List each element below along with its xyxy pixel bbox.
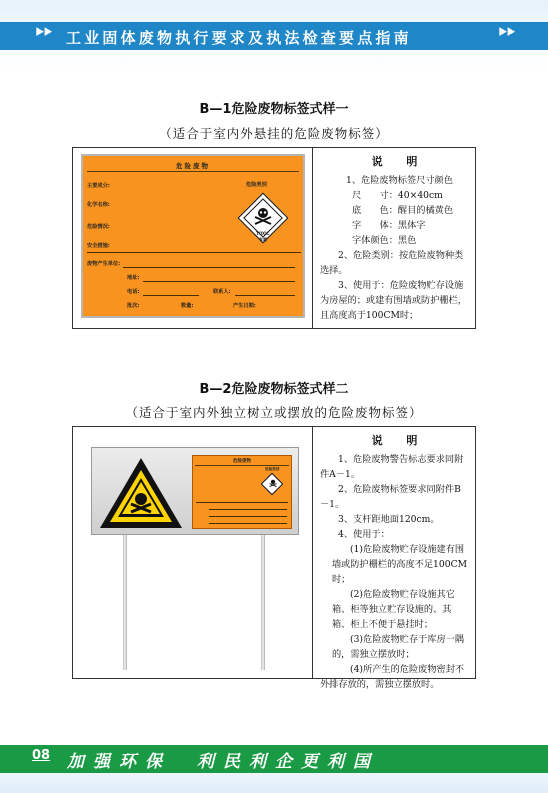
skull-crossbones-icon <box>250 204 276 232</box>
section2-desc-line-3: 3、支杆距地面120cm。 <box>338 514 440 525</box>
section1-desc-line-4: 字 体：黑体字 <box>352 220 426 231</box>
sign-category-text: 危险类别 <box>265 467 280 471</box>
label-field-hazard: 危险情况: <box>87 224 110 230</box>
section2-desc-line-6: (2)危险废物贮存设施其它箱、柜等独立贮存设施的、其箱、柜上不便于悬挂时； <box>332 589 455 630</box>
section1-desc-line-2: 尺 寸：40×40cm <box>352 190 443 201</box>
toxic-symbol-subtext: 有毒 <box>259 237 267 242</box>
footer-bar <box>0 745 548 773</box>
double-arrow-right-icon: ⯈⯈ <box>497 25 514 41</box>
label-field-date: 产生日期: <box>233 303 256 309</box>
label-field-quantity: 数量: <box>181 303 194 309</box>
label-field-chemical-name: 化学名称: <box>87 202 110 208</box>
sign-skull-icon <box>267 478 279 490</box>
footer-slogan: 加强环保 利民利企更利国 <box>67 752 379 772</box>
section2-desc-line-5: (1)危险废物贮存设施建有围墙或防护栅栏的高度不足100CM时； <box>332 544 468 585</box>
section2-desc-line-7: (3)危险废物贮存于库房一隅的，需独立摆放时； <box>332 634 465 660</box>
sign-post-left <box>123 535 127 670</box>
page-number: 08 <box>32 748 51 763</box>
label-line-contact <box>235 295 295 296</box>
hazardous-waste-sign-sample-2 <box>91 447 299 535</box>
label-field-phone: 电话: <box>127 289 140 295</box>
section2-desc-line-2: 2、危险废物标签要求同附件B－1。 <box>320 484 461 510</box>
section1-desc-line-1: 1、危险废物标签尺寸颜色 <box>346 175 453 186</box>
section1-title: B—1危险废物标签式样一 <box>199 102 349 117</box>
sign-label-line-3 <box>209 523 287 524</box>
section1-desc-line-5: 字体颜色：黑色 <box>352 235 417 246</box>
section1-image-cell <box>73 148 313 328</box>
sign-waste-label <box>192 455 292 529</box>
label-divider <box>87 252 301 253</box>
section2-subtitle: （适合于室内外独立树立或摆放的危险废物标签） <box>125 405 423 420</box>
section2-desc-title: 说 明 <box>371 434 428 447</box>
label-field-address: 地址: <box>127 275 140 281</box>
header-bar <box>0 22 548 50</box>
section1-desc-title: 说 明 <box>371 155 428 168</box>
section2-description <box>314 427 475 690</box>
sign-label-header: 危险废物 <box>195 458 289 466</box>
warning-triangle-icon <box>98 456 184 530</box>
section1-subtitle: （适合于室内外悬挂的危险废物标签） <box>159 126 389 141</box>
sign-label-line-2 <box>209 516 287 517</box>
section1-desc-line-6: 2、危险类别：按危险废物种类选择。 <box>320 250 464 276</box>
label-field-contact: 联系人: <box>213 289 231 295</box>
label-field-batch: 批次: <box>127 303 140 309</box>
sign-label-line-1 <box>209 509 287 510</box>
label-field-producer: 废物产生单位: <box>87 261 121 267</box>
label-line-address <box>143 281 295 282</box>
section2-desc-line-8: (4)所产生的危险废物密封不外排存放的，需独立摆放时。 <box>320 664 465 690</box>
label-field-main-components: 主要成分: <box>87 183 110 189</box>
toxic-symbol-text: TOXIC <box>256 231 270 236</box>
section1-desc-line-3: 底 色：醒目的橘黄色 <box>352 205 454 216</box>
label-field-safety: 安全措施: <box>87 243 110 249</box>
section1-desc-line-7: 3、使用于：危险废物贮存设施为房屋的；或建有围墙或防护栅栏，且高度高于100CM时； <box>320 280 467 321</box>
section2-table <box>72 426 476 690</box>
section2-desc-line-4: 4、使用于： <box>338 529 390 540</box>
label-category-text: 危险类别 <box>246 182 267 188</box>
section2-image-cell <box>73 427 313 678</box>
section2-desc-line-1: 1、危险废物警告标志要求同附件A－1。 <box>320 454 464 480</box>
label-header: 危险废物 <box>87 160 299 172</box>
section1-table <box>72 147 476 329</box>
label-line-producer <box>123 267 295 268</box>
label-line-phone <box>143 295 199 296</box>
section1-description <box>314 148 475 328</box>
sign-post-right <box>261 535 265 670</box>
page-header-title: 工业固体废物执行要求及执法检查要点指南 <box>66 29 412 47</box>
sign-label-divider <box>196 502 288 503</box>
hazardous-waste-label-sample-1 <box>81 154 305 318</box>
double-arrow-left-icon: ⯈⯈ <box>34 25 51 41</box>
section2-title: B—2危险废物标签式样二 <box>199 382 349 397</box>
